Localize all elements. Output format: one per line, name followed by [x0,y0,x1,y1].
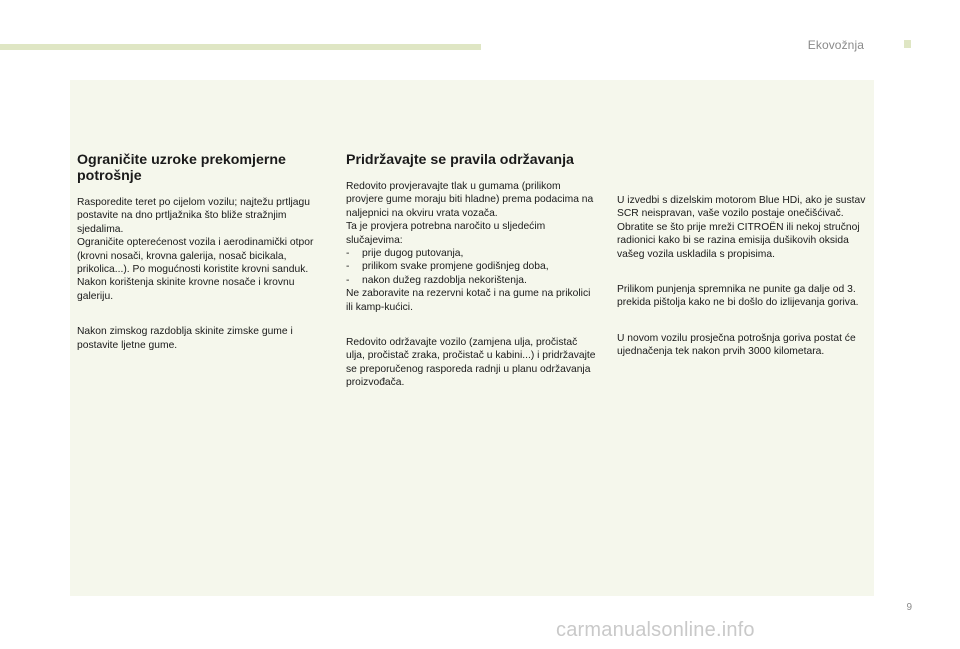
check-cases-list [346,247,596,287]
paragraph-aerodynamics: Ograničite opterećenost vozila i aerodinamički otpor (krovni nosači, krovna galerija, nosač bicikala, prikolica...). Po mogućnosti koristite krovni sanduk. [77,237,314,276]
column-load-reduction [77,152,327,352]
list-item: - prilikom svake promjene godišnjeg doba, [346,261,549,273]
heading-load-reduction: Ograničite uzroke prekomjerne potrošnje [77,152,286,184]
section-title: Ekovožnja [807,38,864,52]
paragraph-scr-system: U izvedbi s dizelskim motorom Blue HDi, ako je sustav SCR neispravan, vaše vozilo postaje onečišćivač. Obratite se što prije mreži CITROËN ili nekoj stručnoj radionici kako bi se razina emisija dušikovih oksida vašeg vozila uskladila s propisima. [617,195,866,260]
column-notes [617,194,869,359]
paragraph-new-vehicle-consumption: U novom vozilu prosječna potrošnja goriva postat će ujednačenja tek nakon prvih 3000 kilometara. [617,332,856,358]
paragraph-tyre-pressure: Redovito provjeravajte tlak u gumama (prilikom provjere gume moraju biti hladne) prema podacima na naljepnici na okviru vrata vozača. [346,181,594,219]
paragraph-seasonal-tyres: Nakon zimskog razdoblja skinite zimske gume i postavite ljetne gume. [77,326,293,351]
column-maintenance [346,152,596,390]
paragraph-service-schedule: Redovito održavajte vozilo (zamjena ulja, pročistač ulja, pročistač zraka, pročistač u kabini...) i pridržavajte se preporučenog rasporeda radnji u planu održavanja proizvođača. [346,337,596,389]
paragraph-refuelling: Prilikom punjenja spremnika ne punite ga dalje od 3. prekida pištolja kako ne bi došlo do izlijevanja goriva. [617,284,859,309]
list-item: - prije dugog putovanja, [346,248,464,260]
paragraph-check-cases: Ta je provjera potrebna naročito u sljedećim slučajevima: [346,221,546,246]
paragraph-load-distribution: Rasporedite teret po cijelom vozilu; najtežu prtljagu postavite na dno prtljažnika što bliže stražnjim sjedalima. [77,197,310,235]
heading-maintenance: Pridržavajte se pravila održavanja [346,152,574,168]
watermark: carmanualsonline.info [556,619,755,641]
paragraph-spare-wheel: Ne zaboravite na rezervni kotač i na gume na prikolici ili kamp-kućici. [346,288,591,313]
page-number: 9 [906,602,912,613]
header-accent-bar [0,44,481,50]
section-marker [904,40,911,48]
list-item: - nakon dužeg razdoblja nekorištenja. [346,274,527,286]
paragraph-remove-roof-bars: Nakon korištenja skinite krovne nosače i krovnu galeriju. [77,277,295,302]
